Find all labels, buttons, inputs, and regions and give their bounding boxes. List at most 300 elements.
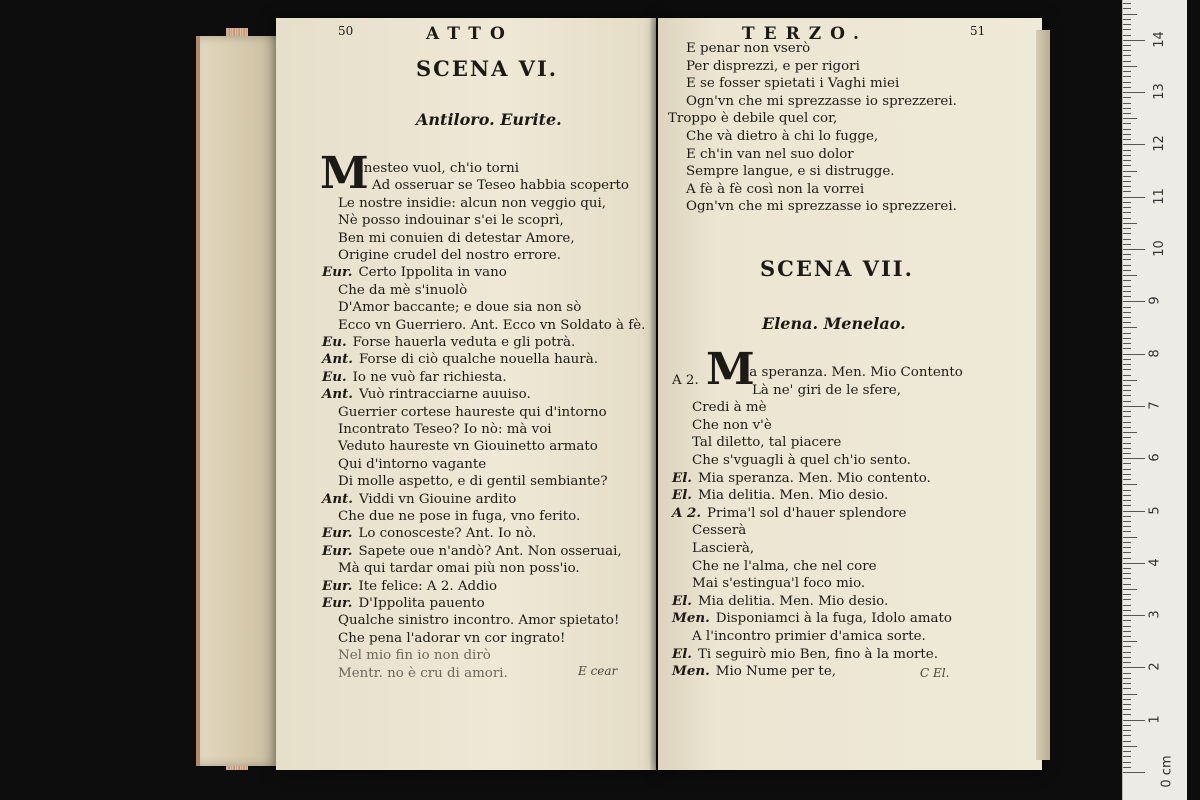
right-drop-capital: M [706,344,755,395]
verse-text: Mai s'estingua'l foco mio. [692,576,866,592]
ruler-tick [1123,678,1131,679]
ruler-tick [1123,463,1131,464]
ruler-tick [1123,652,1131,653]
text-line [686,93,957,110]
verse-text: Ogn'vn che mi sprezzasse io sprezzerei. [686,199,957,215]
verse-text: Le nostre insidie: alcun non veggio qui, [338,195,607,211]
right-catchword: C El. [920,666,950,680]
verse-text: Ad osseruar se Teseo habbia scoperto [372,178,629,194]
verse-text: Mentr. no è cru di amori. [338,665,508,681]
ruler-tick [1123,756,1131,757]
ruler-tick [1123,181,1131,182]
ruler-tick [1123,301,1145,302]
ruler-tick [1123,714,1131,715]
text-line [338,647,491,664]
ruler-tick [1123,694,1137,695]
text-line [338,230,575,247]
text-line [322,525,536,542]
verse-text: Ia speranza. Men. Mio Contento [744,365,963,380]
ruler-label: 2 [1147,662,1163,672]
left-page [276,18,656,770]
text-line [692,575,865,592]
ruler-tick [1123,683,1131,684]
ruler-tick [1123,531,1131,532]
text-line [322,386,531,403]
ruler-tick [1123,584,1131,585]
verse-text: Che s'vguagli à quel ch'io sento. [692,453,911,468]
speaker-label: Ant. [322,351,353,368]
ruler-tick [1123,160,1131,161]
ruler-tick [1123,343,1131,344]
verse-text: Mia delitia. Men. Mio desio. [697,488,889,504]
left-page-number: 50 [338,24,354,38]
ruler-tick [1123,212,1131,213]
ruler-tick [1123,333,1131,334]
ruler-tick [1123,505,1131,506]
ruler-tick [1123,406,1145,407]
text-line [322,595,485,612]
text-line [338,421,552,438]
verse-text: Forse di ciò qualche nouella haurà. [358,352,598,368]
verse-text: Che due ne pose in fuga, vno ferito. [338,509,581,524]
text-line [338,247,561,264]
ruler-tick [1123,725,1131,726]
ruler-label: 1 [1147,715,1163,724]
ruler-tick [1123,437,1131,438]
left-running-head: ATTO [426,24,514,44]
verse-text: Sapete oue n'andò? Ant. Non osseruai, [358,543,622,559]
text-line [338,212,564,229]
ruler-tick [1123,55,1131,56]
speaker-label: Men. [672,663,710,680]
ruler-tick [1123,134,1131,135]
ruler-tick [1123,375,1131,376]
text-line [338,508,580,525]
text-line [338,560,580,577]
ruler-tick [1123,458,1145,459]
ruler-tick [1123,646,1131,647]
ruler-tick [1123,500,1131,501]
text-line [692,540,754,557]
book-right-edge [1036,30,1050,760]
ruler-tick [1123,380,1137,381]
ruler-tick [1123,751,1131,752]
ruler-tick [1123,605,1131,606]
ruler-tick [1123,35,1131,36]
text-line [338,438,598,455]
ruler-tick [1123,97,1131,98]
ruler-tick [1123,626,1131,627]
ruler-tick [1123,82,1131,83]
text-line [692,434,841,451]
ruler-tick [1123,150,1131,151]
verse-text: Lo conosceste? Ant. Io nò. [358,526,537,542]
ruler-label: 14 [1151,31,1167,48]
ruler-tick [1123,129,1131,130]
ruler-tick [1123,730,1131,731]
ruler-tick [1123,610,1131,611]
ruler-tick [1123,526,1131,527]
text-line [322,578,497,595]
text-line [692,558,877,575]
ruler-tick [1123,416,1131,417]
ruler-tick [1123,746,1137,747]
text-line [338,195,606,212]
verse-text: Disponiamci à la fuga, Idolo amato [715,611,952,627]
ruler-tick [1123,87,1131,88]
ruler-tick [1123,296,1131,297]
ruler-tick [1123,720,1145,721]
verse-text: Mio Nume per te, [715,664,836,680]
right-running-head: TERZO. [742,24,868,44]
ruler-tick [1123,395,1131,396]
ruler-tick [1123,443,1131,444]
speaker-label: A 2. [672,504,702,521]
verse-text: Credi à mè [692,400,767,416]
left-drop-capital: M [320,148,369,199]
verse-text: D'Amor baccante; e doue sia non sò [338,300,582,316]
verse-text: Lascierà, [692,541,755,556]
ruler-tick [1123,254,1131,255]
ruler-tick [1123,516,1131,517]
speaker-label: El. [672,469,692,486]
ruler-tick [1123,699,1131,700]
ruler-tick [1123,123,1131,124]
ruler-tick [1123,354,1145,355]
text-line [338,612,619,629]
ruler-tick [1123,45,1131,46]
ruler-tick [1123,139,1131,140]
ruler-tick [1123,50,1131,51]
text-line [322,369,507,386]
ruler-tick [1123,552,1131,553]
speaker-label: Eur. [322,264,353,281]
ruler-tick [1123,275,1137,276]
verse-text: Origine crudel del nostro errore. [338,248,561,263]
ruler-tick [1123,390,1131,391]
verse-text: Forse hauerla veduta e gli potrà. [352,335,576,350]
verse-text: Prima'l sol d'hauer splendore [707,505,907,521]
verse-text: Tal diletto, tal piacere [692,435,842,451]
ruler-tick [1123,427,1131,428]
speaker-label: Eur. [322,525,353,542]
text-line [744,364,963,381]
ruler-tick [1123,244,1131,245]
text-line [752,382,901,399]
ruler-tick [1123,259,1131,260]
ruler-tick [1123,615,1145,616]
text-line [686,181,864,198]
right-page [658,18,1042,770]
ruler-tick [1123,537,1137,538]
text-line [692,417,772,434]
ruler-label: 11 [1151,187,1167,205]
ruler-tick [1123,24,1131,25]
text-line [686,128,878,145]
ruler-tick [1123,171,1137,172]
verse-text: A l'incontro primier d'amica sorte. [692,629,926,644]
ruler-tick [1123,657,1131,658]
ruler-label: 3 [1147,610,1163,619]
ruler-tick [1123,312,1131,313]
ruler-tick [1123,479,1131,480]
ruler-tick [1123,8,1131,9]
ruler-tick [1123,573,1131,574]
ruler-tick [1123,453,1131,454]
ruler-tick [1123,186,1131,187]
ruler-tick [1123,735,1131,736]
ruler-tick [1123,762,1131,763]
text-line [672,487,888,504]
verse-text: D'Ippolita pauento [358,596,485,611]
ruler-tick [1123,594,1131,595]
verse-text: Qualche sinistro incontro. Amor spietato! [338,613,620,629]
text-line [372,177,629,194]
verse-text: Di molle aspetto, e di gentil sembiante? [338,474,608,490]
ruler-tick [1123,558,1131,559]
ruler-tick [1123,578,1131,579]
verse-text: Nel mio fin io non dirò [338,648,491,664]
verse-text: Incontrato Teseo? Io nò: mà voi [338,422,552,437]
text-line [692,522,746,539]
verse-text: Certo Ippolita in vano [358,265,507,281]
ruler-tick [1123,511,1145,512]
ruler-tick [1123,29,1131,30]
ruler-tick [1123,327,1137,328]
verse-text: Viddi vn Giouine ardito [358,491,517,507]
verse-text: Nè posso indouinar s'ei le scoprì, [338,213,564,229]
ruler-label: 13 [1151,83,1167,100]
ruler-label: 9 [1147,296,1163,305]
ruler-tick [1123,369,1131,370]
text-line [338,282,467,299]
right-scene-persons: Elena. Menelao. [762,314,906,333]
ruler-tick [1123,223,1137,224]
ruler-tick [1123,108,1131,109]
verse-text: Mà qui tardar omai più non poss'io. [338,561,580,577]
verse-text: Guerrier cortese haureste qui d'intorno [338,404,607,420]
verse-text: Io ne vuò far richiesta. [352,369,507,385]
ruler-tick [1123,202,1131,203]
ruler-tick [1123,92,1145,93]
text-line [338,299,581,316]
speaker-label: Ant. [322,490,353,507]
ruler-label: 10 [1151,240,1167,257]
ruler-tick [1123,641,1137,642]
ruler-tick [1123,667,1145,668]
ruler-tick [1123,495,1131,496]
text-line [672,610,952,627]
verse-text: E penar non vserò [686,41,811,56]
ruler-tick [1123,359,1131,360]
text-line [354,160,519,177]
ruler-tick [1123,348,1131,349]
verse-text: Che pena l'adorar vn cor ingrato! [338,630,566,646]
ruler-tick [1123,249,1145,250]
ruler-tick [1123,662,1131,663]
ruler-tick [1123,280,1131,281]
right-page-number: 51 [970,24,986,38]
ruler-tick [1123,338,1131,339]
speaker-label: Ant. [322,386,353,403]
ruler-tick [1123,61,1131,62]
ruler-tick [1123,113,1131,114]
ruler-label: 12 [1151,135,1167,153]
verse-text: Per disprezzi, e per rigori [686,58,860,74]
verse-text: Che non v'è [692,417,772,433]
ruler-tick [1123,547,1131,548]
speaker-label: Men. [672,610,710,627]
verse-text: Qui d'intorno vagante [338,456,487,472]
ruler-tick [1123,40,1145,41]
ruler-tick [1123,568,1131,569]
ruler-tick [1123,709,1131,710]
verse-text: Ite felice: A 2. Addio [358,578,498,594]
ruler-tick [1123,19,1131,20]
speaker-label: Eur. [322,577,353,594]
ruler-tick [1123,176,1131,177]
ruler-tick [1123,772,1145,773]
ruler-tick [1123,3,1131,4]
left-scene-title: SCENA VI. [416,56,559,81]
speaker-label: El. [672,645,692,662]
ruler-tick [1123,385,1131,386]
speaker-label: El. [672,592,692,609]
ruler-tick [1123,270,1131,271]
speaker-label: Eu. [322,334,347,350]
ruler-tick [1123,542,1131,543]
text-line [692,628,926,645]
text-line [672,505,906,522]
ruler-tick [1123,490,1131,491]
text-line [338,665,508,682]
text-line [692,452,911,469]
verse-text: Enesteo vuol, ch'io torni [354,161,520,176]
ruler-tick [1123,599,1131,600]
text-line [672,646,938,663]
ruler-tick [1123,448,1131,449]
text-line [686,146,854,163]
verse-text: Ecco vn Guerriero. Ant. Ecco vn Soldato à fè. [338,317,646,333]
ruler-tick [1123,239,1131,240]
verse-text: Mia speranza. Men. Mio contento. [697,470,931,486]
ruler-tick [1123,233,1131,234]
verse-text: Troppo è debile quel cor, [668,111,838,127]
ruler-tick [1123,218,1131,219]
verse-text: Che ne l'alma, che nel core [692,558,877,574]
ruler-tick [1123,563,1145,564]
speaker-label: Eur. [322,542,353,559]
text-line [692,399,767,416]
measurement-ruler [1122,0,1187,800]
verse-text: E se fosser spietati i Vaghi miei [686,76,900,92]
ruler-tick [1123,422,1131,423]
ruler-tick [1123,14,1137,15]
ruler-tick [1123,767,1131,768]
speaker-label: El. [672,487,692,504]
text-line [686,198,957,215]
ruler-tick [1123,118,1137,119]
ruler-tick [1123,197,1145,198]
text-line [686,75,899,92]
verse-text: Ogn'vn che mi sprezzasse io sprezzerei. [686,93,957,109]
ruler-tick [1123,144,1145,145]
ruler-label: 5 [1147,505,1163,515]
text-line [686,58,860,75]
verse-text: Veduto haureste vn Giouinetto armato [338,439,598,455]
text-line [672,663,836,680]
ruler-label: 8 [1147,348,1163,358]
text-line [322,264,507,281]
text-line [322,351,598,368]
verse-text: Sempre langue, e si distrugge. [686,164,895,180]
ruler-tick [1123,521,1131,522]
ruler-tick [1123,291,1131,292]
ruler-tick [1123,704,1131,705]
ruler-tick [1123,741,1131,742]
right-scene-title: SCENA VII. [760,256,914,281]
ruler-tick [1123,673,1131,674]
verse-text: Che da mè s'inuolò [338,282,468,298]
ruler-tick [1123,401,1131,402]
ruler-tick [1123,66,1137,67]
ruler-tick [1123,103,1131,104]
text-line [338,317,645,334]
text-line [338,473,608,490]
ruler-tick [1123,589,1137,590]
text-line [672,593,888,610]
left-scene-persons: Antiloro. Eurite. [416,110,562,129]
verse-text: Cesserà [692,523,747,539]
ruler-label: 0 cm [1159,755,1175,788]
ruler-tick [1123,631,1131,632]
ruler-label: 7 [1147,401,1163,410]
text-line [338,630,565,647]
verse-text: Che và dietro à chi lo fugge, [686,129,879,144]
ruler-tick [1123,411,1131,412]
text-line [322,491,516,508]
ruler-tick [1123,317,1131,318]
verse-text: Là ne' giri de le sfere, [752,382,901,398]
text-line [686,163,895,180]
ruler-label: 4 [1147,558,1163,567]
ruler-tick [1123,469,1131,470]
speaker-label: Eur. [322,595,353,611]
right-a2-label: A 2. [672,373,699,388]
verse-text: Vuò rintracciarne auuiso. [358,387,531,403]
text-line [322,334,575,351]
verse-text: A fè à fè così non la vorrei [686,181,865,197]
speaker-label: Eu. [322,368,347,385]
ruler-label: 6 [1147,453,1163,462]
ruler-tick [1123,76,1131,77]
ruler-tick [1123,432,1137,433]
text-line [338,456,486,473]
verse-text: E ch'in van nel suo dolor [686,146,854,162]
ruler-tick [1123,636,1131,637]
verse-text: Mia delitia. Men. Mio desio. [697,593,889,609]
verse-text: Ben mi conuien di detestar Amore, [338,230,575,246]
ruler-tick [1123,155,1131,156]
ruler-tick [1123,322,1131,323]
text-line [322,543,622,560]
ruler-tick [1123,71,1131,72]
text-line [338,404,607,421]
ruler-tick [1123,364,1131,365]
ruler-tick [1123,228,1131,229]
ruler-tick [1123,620,1131,621]
text-line [686,40,810,57]
